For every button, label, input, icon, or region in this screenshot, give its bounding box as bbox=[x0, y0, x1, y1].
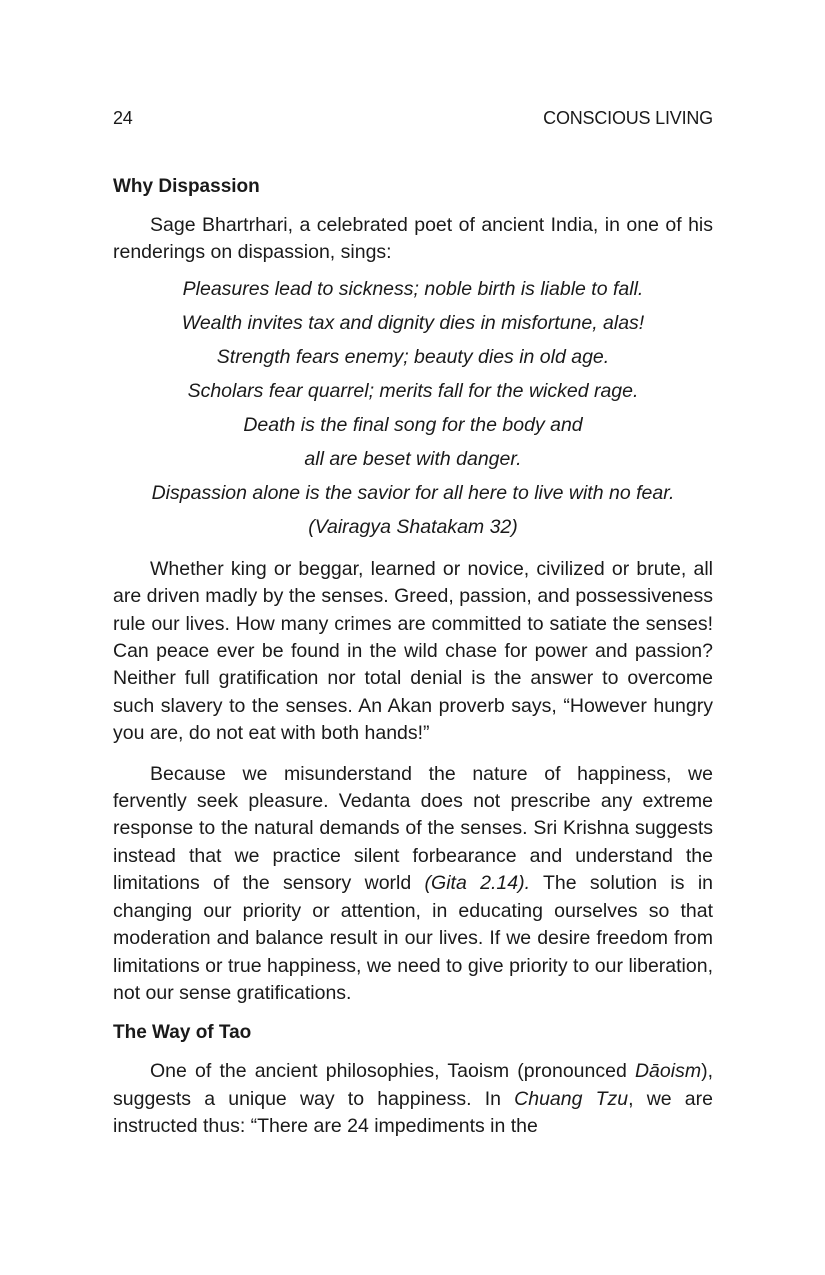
paragraph-text: , we are instructed thus: “There are 24 impediments in the bbox=[113, 1087, 713, 1138]
paragraph-text: The solution is in changing our priority or attention, in educating ourselves so that moderation and balance result in our lives. If we desire freedom from limitations or true happiness, we need to give priority to our liberation, not our sense gratifications. bbox=[113, 872, 713, 1004]
verse-line: Pleasures lead to sickness; noble birth is liable to fall. bbox=[182, 277, 644, 300]
body-paragraph-taoism bbox=[113, 1058, 713, 1140]
verse-line: Wealth invites tax and dignity dies in misfortune, alas! bbox=[181, 311, 645, 334]
paragraph-text: Because we misunderstand the nature of happiness, we fervently seek pleasure. Vedanta does not prescribe any extreme response to the natural demands of the senses. Sri Krishna suggests instead that we practice silent forbearance and understand the limitations of the sensory world bbox=[113, 762, 713, 895]
verse-source: (Vairagya Shatakam 32) bbox=[308, 515, 518, 538]
book-page bbox=[113, 108, 713, 1141]
page-number: 24 bbox=[113, 108, 133, 128]
verse-line: Strength fears enemy; beauty dies in old age. bbox=[216, 345, 610, 368]
running-head bbox=[113, 108, 713, 134]
book-title-chuang-tzu: Chuang Tzu bbox=[514, 1087, 629, 1110]
paragraph-text: ), suggests a unique way to happiness. In bbox=[113, 1060, 713, 1110]
section-heading-why-dispassion: Why Dispassion bbox=[113, 176, 260, 197]
body-paragraph-senses: Whether king or beggar, learned or novice, civilized or brute, all are driven madly by the senses. Greed, passion, and possessiveness rule our lives. How many crimes are committed to satiate the senses! Can peace ever be found in the wild chase for power and passion? Neither full gratification nor total denial is the answer to overcome such slavery to the senses. An Akan proverb says, “However hungry you are, do not eat with both hands!” bbox=[113, 557, 713, 745]
section-heading-way-of-tao: The Way of Tao bbox=[113, 1022, 252, 1044]
verse-quote bbox=[113, 272, 713, 544]
verse-line: Dispassion alone is the savior for all here to live with no fear. bbox=[151, 481, 675, 504]
body-paragraph-happiness bbox=[113, 761, 713, 1008]
gita-reference: (Gita 2.14). bbox=[424, 872, 530, 895]
intro-paragraph: Sage Bhartrhari, a celebrated poet of ancient India, in one of his renderings on dispassion, sings: bbox=[113, 214, 713, 264]
verse-line: Scholars fear quarrel; merits fall for the wicked rage. bbox=[187, 379, 639, 402]
verse-line: Death is the final song for the body and bbox=[243, 413, 583, 436]
paragraph-text: One of the ancient philosophies, Taoism (pronounced bbox=[150, 1060, 635, 1083]
verse-line: all are beset with danger. bbox=[304, 447, 522, 470]
term-daoism: Dāoism bbox=[634, 1060, 702, 1083]
running-title: CONSCIOUS LIVING bbox=[543, 108, 713, 128]
